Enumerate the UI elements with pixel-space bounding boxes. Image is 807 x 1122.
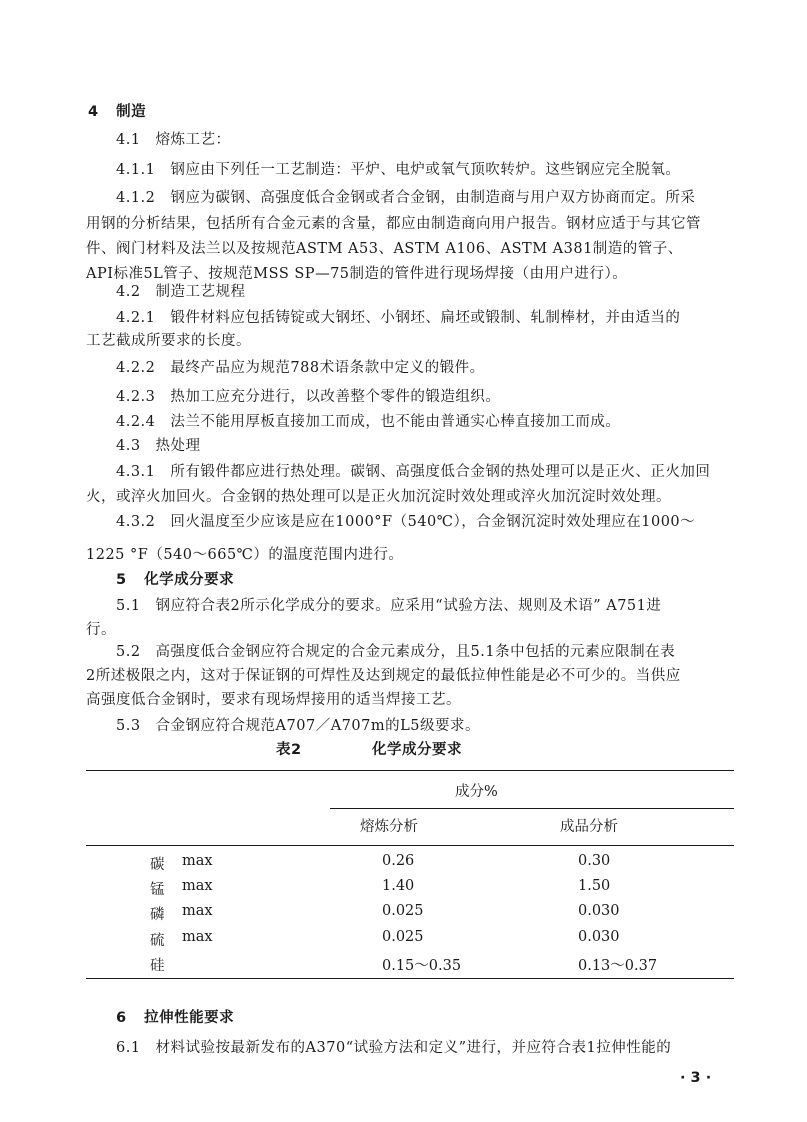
para-5-1-line: 行。: [86, 622, 116, 638]
table-row-heat: 0.15～0.35: [382, 958, 462, 974]
table-col-product: 成品分析: [560, 819, 618, 835]
section-number: 5: [116, 572, 127, 588]
table-col-heat: 熔炼分析: [360, 819, 418, 835]
table-row-product: 0.030: [578, 903, 620, 919]
table-row-limit: max: [182, 929, 213, 945]
table-row-heat: 0.025: [382, 903, 424, 919]
table-row-element: 碳: [150, 857, 165, 873]
table-row-limit: max: [182, 853, 213, 869]
section-number: 6: [116, 1010, 127, 1026]
table-bottom-rule: [86, 978, 734, 979]
table-row-limit: max: [182, 903, 213, 919]
table-row-product: 0.30: [578, 853, 611, 869]
para-4-1: 4.1 熔炼工艺：: [116, 132, 231, 148]
table-row-product: 1.50: [578, 878, 611, 894]
section-number: 4: [88, 104, 99, 120]
para-5-3: 5.3 合金钢应符合规范A707／A707m的L5级要求。: [116, 718, 480, 734]
para-4-3-1-line: 火，或淬火加回火。合金钢的热处理可以是正火加沉淀时效处理或淬火加沉淀时效处理。: [86, 489, 671, 505]
table-row-heat: 0.26: [382, 853, 415, 869]
para-4-1-2-line: 用钢的分析结果，包括所有合金元素的含量，都应由制造商向用户报告。钢材应适于与其它管: [86, 216, 701, 232]
table-row-element: 磷: [150, 907, 165, 923]
table-top-rule: [86, 770, 734, 771]
para-4-2-3: 4.2.3 热加工应充分进行，以改善整个零件的锻造组织。: [116, 389, 501, 405]
para-4-2-1-line: 工艺截成所要求的长度。: [86, 333, 251, 349]
para-4-1-2-line: 4.1.2 钢应为碳钢、高强度低合金钢或者合金钢，由制造商与用户双方协商而定。所采: [116, 190, 696, 206]
section-4-heading: [88, 100, 146, 121]
para-5-1-line: 5.1 钢应符合表2所示化学成分的要求。应采用“试验方法、规则及术语” A751进: [116, 598, 662, 614]
section-title: 化学成分要求: [144, 572, 235, 588]
table-header-group: 成分%: [455, 784, 498, 800]
table-header-bottom-rule: [86, 845, 734, 846]
table-row-heat: 1.40: [382, 878, 415, 894]
para-4-1-2-line: 件、阀门材料及法兰以及按规范ASTM A53、ASTM A106、ASTM A381制造的管子、: [86, 241, 683, 257]
table-title: 化学成分要求: [372, 742, 462, 758]
para-5-2-line: 5.2 高强度低合金钢应符合规定的合金元素成分，且5.1条中包括的元素应限制在表: [116, 644, 676, 660]
table-row-element: 硅: [150, 958, 165, 974]
para-4-2-4: 4.2.4 法兰不能用厚板直接加工而成，也不能由普通实心棒直接加工而成。: [116, 414, 621, 430]
table-row-element: 锰: [150, 882, 165, 898]
table-row-limit: max: [182, 878, 213, 894]
para-4-3-1-line: 4.3.1 所有锻件都应进行热处理。碳钢、高强度低合金钢的热处理可以是正火、正火加回: [116, 464, 711, 480]
table-label: 表2: [276, 742, 302, 758]
table-row-element: 硫: [150, 933, 165, 949]
page-number: · 3 ·: [680, 1070, 712, 1086]
para-6-1: 6.1 材料试验按最新发布的A370“试验方法和定义”进行，并应符合表1拉伸性能的: [116, 1040, 672, 1056]
para-4-3-2-line: 1225 °F（540～665℃）的温度范围内进行。: [86, 547, 404, 563]
table-row-heat: 0.025: [382, 929, 424, 945]
para-4-2: 4.2 制造工艺规程: [116, 284, 246, 300]
section-title: 拉伸性能要求: [144, 1010, 235, 1026]
para-4-2-2: 4.2.2 最终产品应为规范788术语条款中定义的锻件。: [116, 360, 485, 376]
para-4-2-1-line: 4.2.1 锻件材料应包括铸锭或大钢坯、小钢坯、扁坯或锻制、轧制棒材，并由适当的: [116, 310, 681, 326]
table-row-product: 0.13～0.37: [578, 958, 658, 974]
para-5-2-line: 高强度低合金钢时，要求有现场焊接用的适当焊接工艺。: [86, 692, 461, 708]
para-5-2-line: 2所述极限之内，这对于保证钢的可焊性及达到规定的最低拉伸性能是必不可少的。当供应: [86, 668, 681, 684]
para-4-3-2-line: 4.3.2 回火温度至少应该是应在1000°F（540℃），合金钢沉淀时效处理应在1000～: [116, 514, 696, 530]
section-5-heading: [116, 568, 234, 589]
table-row-product: 0.030: [578, 929, 620, 945]
para-4-1-1: 4.1.1 钢应由下列任一工艺制造：平炉、电炉或氧气顶吹转炉。这些钢应完全脱氧。: [116, 162, 681, 178]
section-title: 制造: [116, 104, 147, 120]
para-4-1-2-line: API标准5L管子、按规范MSS SP—75制造的管件进行现场焊接（由用户进行）。: [86, 266, 628, 282]
para-4-3: 4.3 热处理: [116, 438, 201, 454]
section-6-heading: [116, 1006, 234, 1027]
table-header-rule: [330, 808, 734, 809]
